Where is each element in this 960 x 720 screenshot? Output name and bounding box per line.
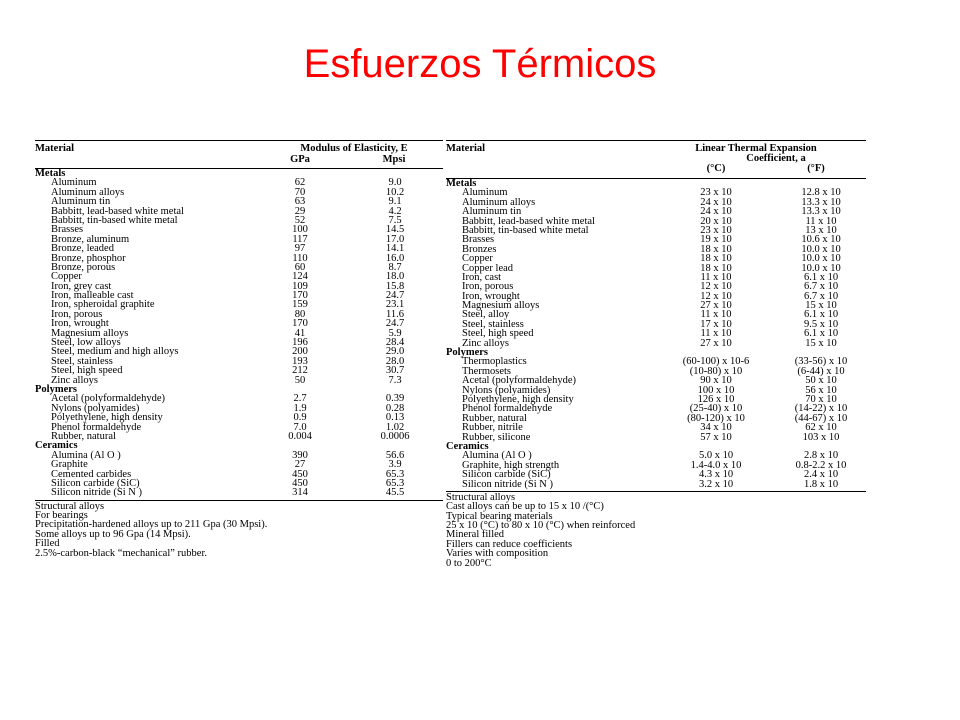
value-col-1: 97 [294,243,306,255]
value-col-1: 18 x 10 [700,243,732,255]
material-name: Acetal (polyformaldehyde) [51,393,165,405]
value-col-1: 117 [292,233,308,245]
value-col-1: 170 [292,318,308,330]
value-col-1: 20 x 10 [700,215,732,227]
footnote: Varies with composition [446,548,549,560]
value-col-1: 3.2 x 10 [698,478,734,490]
value-col-2: 11.6 [386,308,404,320]
footnote: Mineral filled [446,529,505,541]
value-col-2: 6.7 x 10 [803,281,839,293]
value-col-1: 52 [294,214,306,226]
table-row [446,329,866,338]
material-name: Brasses [51,224,84,236]
material-name: Magnesium alloys [462,300,540,312]
material-name: Aluminum [51,177,97,189]
value-col-1: (60-100) x 10-6 [682,356,750,368]
value-col-1: 12 x 10 [700,290,732,302]
modulus-table-body [35,169,443,498]
footnote: Some alloys up to 96 Gpa (14 Mpsi). [35,528,191,540]
table-row [446,480,866,489]
material-name: Nylons (polyamides) [462,384,551,396]
material-name: Rubber, silicone [462,431,531,443]
material-name: Aluminum alloys [462,196,536,208]
category-label: Ceramics [446,440,489,452]
value-col-2: 13 x 10 [805,224,837,236]
value-col-1: 62 [294,177,306,189]
value-col-1: 109 [292,280,308,292]
table-row [446,264,866,273]
table-row [35,432,443,441]
col-expansion-header: Linear Thermal Expansion [695,143,817,154]
material-name: Steel, stainless [462,318,524,330]
material-name: Thermosets [462,365,511,377]
material-name: Steel, high speed [51,365,123,377]
value-col-2: 16.0 [385,252,405,264]
expansion-table [446,140,866,568]
value-col-2: 24.7 [385,318,405,330]
material-name: Babbitt, tin-based white metal [51,214,178,226]
value-col-1: (80-120) x 10 [687,412,745,424]
value-col-2: 45.5 [385,487,405,499]
material-name: Magnesium alloys [51,327,129,339]
material-name: Phenol formaldehyde [462,403,553,415]
value-col-1: 11 x 10 [700,271,732,283]
value-col-1: 29 [294,205,306,217]
category-label: Metals [35,168,66,179]
material-name: Iron, porous [462,281,514,293]
value-col-2: 28.0 [385,355,405,367]
material-name: Zinc alloys [462,337,509,349]
material-name: Brasses [462,234,495,246]
material-name: Zinc alloys [51,374,98,386]
material-name: Silicon nitride (Si N ) [51,487,142,499]
value-col-1: 4.3 x 10 [698,469,734,481]
value-col-2: 10.0 x 10 [801,243,841,255]
value-col-2: 11 x 10 [805,215,837,227]
value-col-1: 57 x 10 [700,431,732,443]
category-label: Metals [446,178,477,189]
value-col-2: (6-44) x 10 [797,365,845,377]
material-name: Aluminum tin [51,196,111,208]
value-col-1: 23 x 10 [700,187,732,199]
material-name: Iron, grey cast [51,280,112,292]
value-col-1: 27 x 10 [700,300,732,312]
value-col-2: 28.4 [385,337,405,349]
value-col-1: 196 [292,337,308,349]
value-col-1: 23 x 10 [700,224,732,236]
material-name: Steel, medium and high alloys [51,346,179,358]
value-col-1: 193 [292,355,308,367]
value-col-2: 70 x 10 [805,393,837,405]
value-col-2: 17.0 [385,233,405,245]
value-col-2: 24.7 [385,290,405,302]
material-name: Alumina (Al O ) [51,449,121,461]
material-name: Steel, alloy [462,309,510,321]
material-name: Iron, cast [462,271,502,283]
value-col-2: 13.3 x 10 [801,196,841,208]
value-col-2: 4.2 [388,205,402,217]
value-col-2: 62 x 10 [805,422,837,434]
value-col-2: 0.8-2.2 x 10 [795,459,847,471]
value-col-1: 200 [292,346,308,358]
value-col-2: 3.9 [388,459,402,471]
value-col-2: 6.7 x 10 [803,290,839,302]
table-row [35,451,443,460]
footnote: Filled [35,538,60,550]
value-col-1: 11 x 10 [700,309,732,321]
value-col-1: 24 x 10 [700,196,732,208]
modulus-table [35,140,443,558]
value-col-2: 23.1 [385,299,405,311]
footnote: 25 x 10 (°C) to 80 x 10 (°C) when reinforced [446,520,636,532]
value-col-1: 63 [294,196,306,208]
value-col-2: 7.3 [388,374,402,386]
value-col-2: 0.13 [385,412,405,424]
footnote: Precipitation-hardened alloys up to 211 Gpa (30 Mpsi). [35,519,268,531]
material-name: Bronzes [462,243,497,255]
value-col-1: 126 x 10 [697,393,735,405]
slide-title: Esfuerzos Térmicos [303,42,657,86]
value-col-1: 11 x 10 [700,328,732,340]
value-col-1: 1.9 [293,402,307,414]
col-material-header: Material [446,143,486,154]
footnote: Structural alloys [446,491,516,503]
footnote: Structural alloys [35,500,105,512]
value-col-2: 30.7 [385,365,405,377]
material-name: Aluminum [462,187,508,199]
table-row [35,376,443,385]
category-label: Polymers [35,383,77,395]
material-name: Polyethylene, high density [462,393,574,405]
value-col-1: 124 [292,271,308,283]
value-col-1: 170 [292,290,308,302]
material-name: Bronze, leaded [51,243,114,255]
value-col-2: 9.1 [388,196,402,208]
material-name: Bronze, aluminum [51,233,130,245]
table-row [446,433,866,442]
value-col-1: 450 [292,468,308,480]
value-col-1: 110 [292,252,308,264]
value-col-1: 12 x 10 [700,281,732,293]
value-col-1: 70 [294,186,306,198]
value-col-1: 159 [292,299,308,311]
material-name: Nylons (polyamides) [51,402,140,414]
table-row [446,301,866,310]
value-col-2: 8.7 [388,261,402,273]
footnote: Cast alloys can be up to 15 x 10 /(°C) [446,501,604,513]
value-col-1: 18 x 10 [700,253,732,265]
col-mpsi-header: Mpsi [382,154,406,165]
material-name: Iron, wrought [462,290,520,302]
value-col-1: (10-80) x 10 [689,365,743,377]
value-col-2: 5.9 [388,327,402,339]
category-label: Ceramics [35,440,78,452]
value-col-1: 0.9 [293,412,307,424]
value-col-1: (25-40) x 10 [689,403,743,415]
value-col-2: 56 x 10 [805,384,837,396]
material-name: Iron, wrought [51,318,109,330]
modulus-table-header [35,140,443,169]
value-col-1: 100 x 10 [697,384,735,396]
material-name: Thermoplastics [462,356,527,368]
value-col-1: 24 x 10 [700,206,732,218]
material-name: Phenol formaldehyde [51,421,142,433]
expansion-table-notes [446,491,866,568]
value-col-2: 15 x 10 [805,300,837,312]
col-fahrenheit-header: (°F) [807,163,825,174]
value-col-2: 65.3 [385,468,405,480]
value-col-1: 27 x 10 [700,337,732,349]
value-col-2: (14-22) x 10 [794,403,848,415]
col-celsius-header: (°C) [706,163,726,174]
value-col-1: 41 [294,327,306,339]
material-name: Alumina (Al O ) [462,450,532,462]
value-col-2: 1.8 x 10 [803,478,839,490]
material-name: Babbitt, tin-based white metal [462,224,589,236]
value-col-1: 450 [292,477,308,489]
value-col-2: (33-56) x 10 [794,356,848,368]
value-col-2: 6.1 x 10 [803,328,839,340]
value-col-2: (44-67) x 10 [794,412,848,424]
value-col-1: 80 [294,308,306,320]
value-col-2: 2.8 x 10 [803,450,839,462]
value-col-1: 19 x 10 [700,234,732,246]
value-col-1: 212 [292,365,308,377]
value-col-2: 1.02 [385,421,405,433]
footnote: For bearings [35,510,88,522]
value-col-1: 7.0 [293,421,307,433]
value-col-1: 60 [294,261,306,273]
material-name: Graphite [51,459,88,471]
col-modulus-header: Modulus of Elasticity, E [300,143,408,154]
material-name: Iron, spheroidal graphite [51,299,155,311]
value-col-1: 314 [292,487,308,499]
value-col-2: 18.0 [385,271,405,283]
value-col-2: 0.39 [385,393,405,405]
material-name: Polyethylene, high density [51,412,163,424]
category-label: Polymers [446,347,488,359]
material-name: Copper [462,253,493,265]
material-name: Graphite, high strength [462,459,560,471]
material-name: Steel, stainless [51,355,113,367]
material-name: Silicon carbide (SiC) [462,469,551,481]
footnote: 0 to 200°C [446,557,492,569]
value-col-1: 0.004 [288,430,312,442]
material-name: Iron, porous [51,308,103,320]
value-col-2: 65.3 [385,477,405,489]
value-col-1: 90 x 10 [700,375,732,387]
material-name: Cemented carbides [51,468,132,480]
table-row [35,263,443,272]
value-col-2: 15.8 [385,280,405,292]
value-col-2: 6.1 x 10 [803,271,839,283]
material-name: Acetal (polyformaldehyde) [462,375,576,387]
expansion-table-header [446,140,866,179]
material-name: Rubber, natural [51,430,116,442]
material-name: Aluminum tin [462,206,522,218]
value-col-1: 2.7 [293,393,307,405]
footnote: 2.5%-carbon-black “mechanical” rubber. [35,547,207,559]
material-name: Bronze, phosphor [51,252,126,264]
value-col-2: 15 x 10 [805,337,837,349]
value-col-2: 10.0 x 10 [801,262,841,274]
value-col-1: 1.4-4.0 x 10 [690,459,742,471]
material-name: Babbitt, lead-based white metal [462,215,595,227]
table-row [35,216,443,225]
value-col-2: 29.0 [385,346,405,358]
expansion-table-body [446,179,866,489]
value-col-2: 10.2 [385,186,405,198]
value-col-2: 0.28 [385,402,405,414]
value-col-2: 9.5 x 10 [803,318,839,330]
material-name: Copper lead [462,262,514,274]
value-col-1: 27 [294,459,306,471]
value-col-1: 5.0 x 10 [698,450,734,462]
value-col-2: 12.8 x 10 [801,187,841,199]
value-col-2: 10.6 x 10 [801,234,841,246]
value-col-2: 103 x 10 [802,431,840,443]
material-name: Steel, low alloys [51,337,121,349]
material-name: Iron, malleable cast [51,290,134,302]
value-col-1: 17 x 10 [700,318,732,330]
value-col-2: 6.1 x 10 [803,309,839,321]
material-name: Babbitt, lead-based white metal [51,205,184,217]
value-col-1: 18 x 10 [700,262,732,274]
value-col-2: 56.6 [385,449,405,461]
material-name: Silicon carbide (SiC) [51,477,140,489]
material-name: Silicon nitride (Si N ) [462,478,553,490]
value-col-2: 50 x 10 [805,375,837,387]
value-col-1: 34 x 10 [700,422,732,434]
value-col-2: 7.5 [388,214,402,226]
material-name: Bronze, porous [51,261,116,273]
col-expansion-header-line2: Coefficient, a [746,153,806,164]
col-gpa-header: GPa [290,154,310,165]
table-row [35,488,443,497]
material-name: Rubber, natural [462,412,527,424]
footnote: Typical bearing materials [446,510,553,522]
footnote: Fillers can reduce coefficients [446,538,573,550]
value-col-2: 9.0 [388,177,402,189]
modulus-table-notes [35,500,443,558]
material-name: Aluminum alloys [51,186,125,198]
table-row [446,339,866,348]
value-col-1: 50 [294,374,306,386]
value-col-2: 13.3 x 10 [801,206,841,218]
value-col-2: 2.4 x 10 [803,469,839,481]
col-material-header: Material [35,143,75,154]
value-col-1: 390 [292,449,308,461]
value-col-2: 14.1 [385,243,405,255]
value-col-2: 14.5 [385,224,405,236]
value-col-1: 100 [292,224,308,236]
material-name: Copper [51,271,82,283]
material-name: Rubber, nitrile [462,422,523,434]
value-col-2: 0.0006 [380,430,410,442]
value-col-2: 10.0 x 10 [801,253,841,265]
material-name: Steel, high speed [462,328,534,340]
